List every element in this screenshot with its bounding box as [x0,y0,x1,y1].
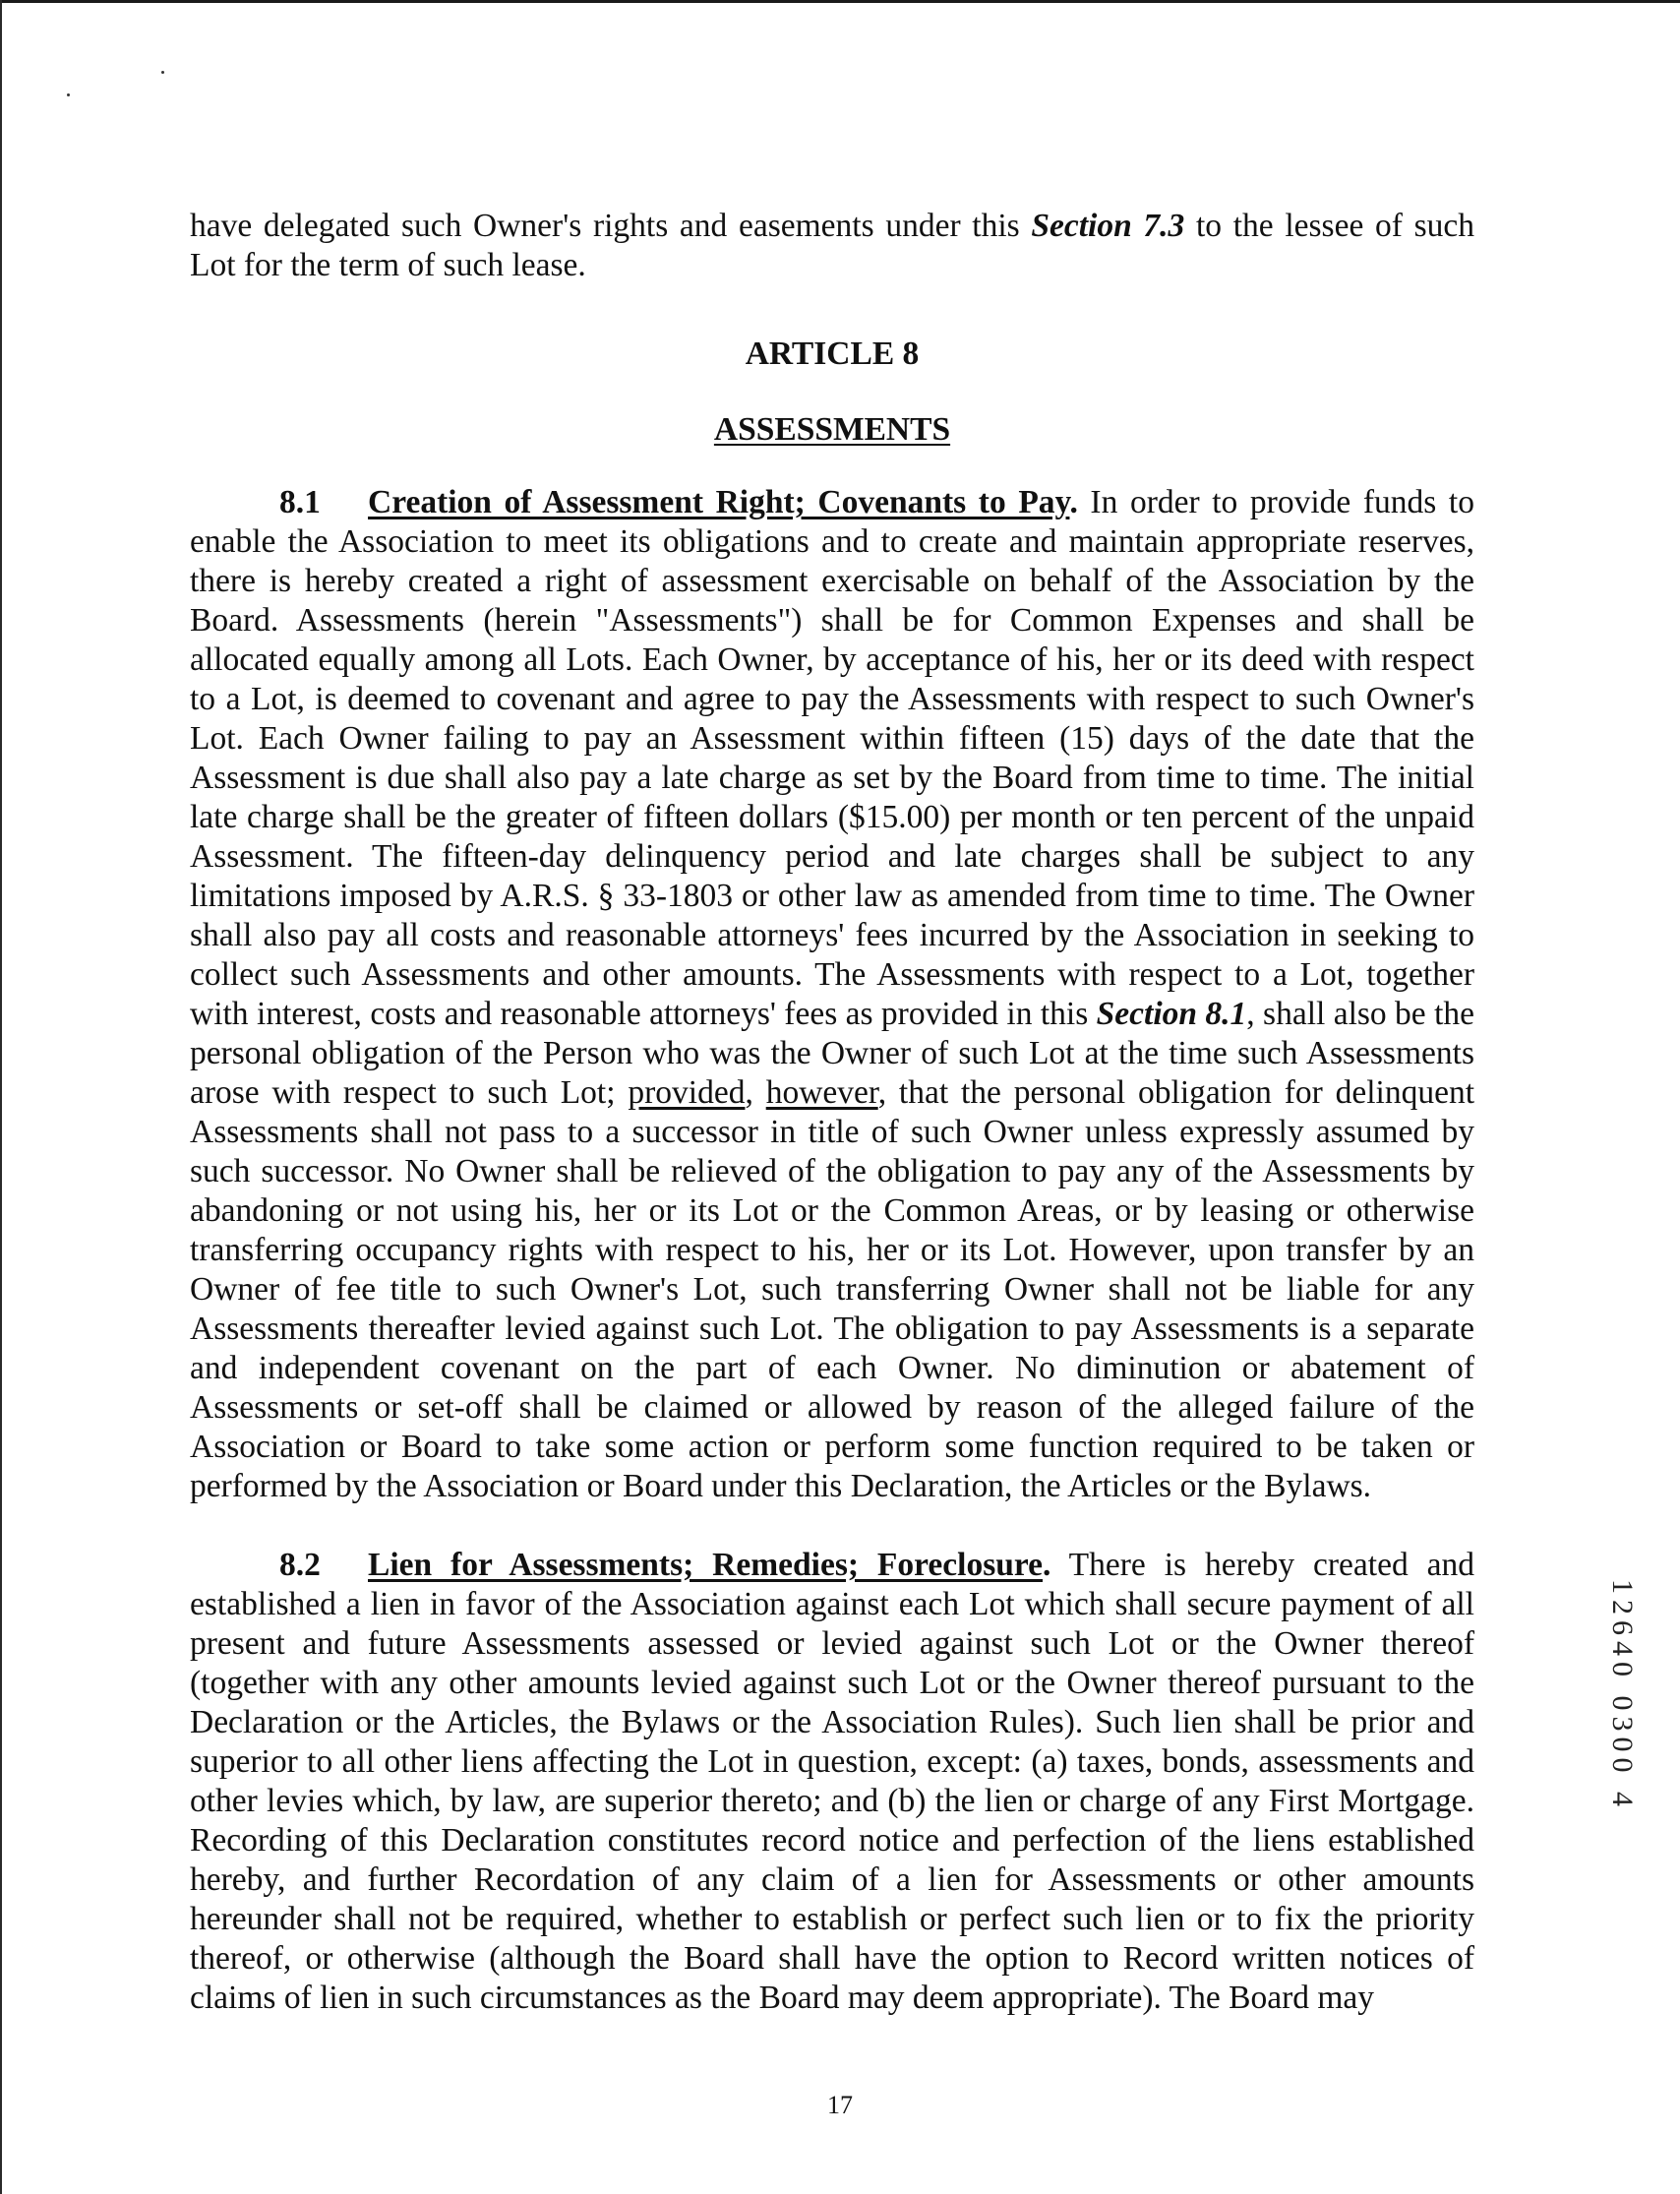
section-number: 8.2 [279,1547,321,1583]
section-number: 8.1 [279,484,321,520]
section-title-period: . [1069,484,1078,520]
section-title: Creation of Assessment Right; Covenants to Pay [368,484,1070,520]
section-text: , [745,1074,766,1111]
margin-stamp-text: 12640 0300 4 [1606,1579,1639,1812]
continuation-paragraph [190,207,1474,285]
document-body [190,207,1474,2051]
continuation-text: have delegated such Owner's rights and easements under this [190,208,1032,244]
scan-speck [67,93,70,96]
scan-edge-top [0,0,1680,3]
section-title: Lien for Assessments; Remedies; Foreclosure [368,1547,1043,1583]
underlined-term: however [765,1074,878,1111]
section-text: , shall also be the personal obligation of the Person who was the Owner of such Lot at the time such Assessments arose with respect to such Lot; [190,996,1474,1111]
section-reference: Section 8.1 [1096,996,1247,1032]
section-text: , that the personal obligation for delinquent Assessments shall not pass to a successor in title of such Owner unless expressly assumed by such successor. No Owner shall be relieved of the obligation to pay any of the Assessments by abandoning or not using his, her or its Lot or the Common Areas, or by leasing or otherwise transferring occupancy rights with respect to his, her or its Lot. However, upon transfer by an Owner of fee title to such Owner's Lot, such transferring Owner shall not be liable for any Assessments thereafter levied against such Lot. The obligation to pay Assessments is a separate and independent covenant on the part of each Owner. No diminution or abatement of Assessments or set-off shall be claimed or allowed by reason of the alleged failure of the Association or Board to take some action or perform some function required to be taken or performed by the Association or Board under this Declaration, the Articles or the Bylaws. [190,1074,1475,1504]
section-text: There is hereby created and established a lien in favor of the Association against each Lot which shall secure payment of all present and future Assessments assessed or levied against such Lot or the Owner thereof (together with any other amounts levied against such Lot or the Owner thereof pursuant to the Declaration or the Articles, the Bylaws or the Association Rules). Such lien shall be prior and superior to all other liens affecting the Lot in question, except: (a) taxes, bonds, assessments and other levies which, by law, are superior thereto; and (b) the lien or charge of any First Mortgage. Recording of this Declaration constitutes record notice and perfection of the liens established hereby, and further Recordation of any claim of a lien for Assessments or other amounts hereunder shall not be required, whether to establish or perfect such lien or to fix the priority thereof, or otherwise (although the Board shall have the option to Record written notices of claims of lien in such circumstances as the Board may deem appropriate). The Board may [190,1547,1474,2016]
article-title: ASSESSMENTS [713,411,951,448]
page-number: 17 [827,2091,853,2119]
section-8-1 [190,483,1474,1506]
section-reference: Section 7.3 [1031,208,1185,244]
article-number: ARTICLE 8 [745,335,920,372]
scan-speck [161,71,164,74]
section-title-period: . [1043,1547,1051,1583]
scan-edge-left [0,0,2,2194]
underlined-term: provided [628,1074,746,1111]
section-text: In order to provide funds to enable the Association to meet its obligations and to create and maintain appropriate reserves, there is hereby created a right of assessment exercisable on behalf of the Association by the Board. Assessments (herein "Assessments") shall be for Common Expenses and shall be allocated equally among all Lots. Each Owner, by acceptance of his, her or its deed with respect to a Lot, is deemed to covenant and agree to pay the Assessments with respect to such Owner's Lot. Each Owner failing to pay an Assessment within fifteen (15) days of the date that the Assessment is due shall also pay a late charge as set by the Board from time to time. The initial late charge shall be the greater of fifteen dollars ($15.00) per month or ten percent of the unpaid Assessment. The fifteen-day delinquency period and late charges shall be subject to any limitations imposed by A.R.S. § 33-1803 or other law as amended from time to time. The Owner shall also pay all costs and reasonable attorneys' fees incurred by the Association in seeking to collect such Assessments and other amounts. The Assessments with respect to a Lot, together with interest, costs and reasonable attorneys' fees as provided in this [190,484,1474,1032]
continuation-text: to the lessee of such Lot for the term of such lease. [190,208,1474,283]
section-8-2 [190,1546,1474,2018]
margin-recording-stamp [1603,1579,1643,1904]
